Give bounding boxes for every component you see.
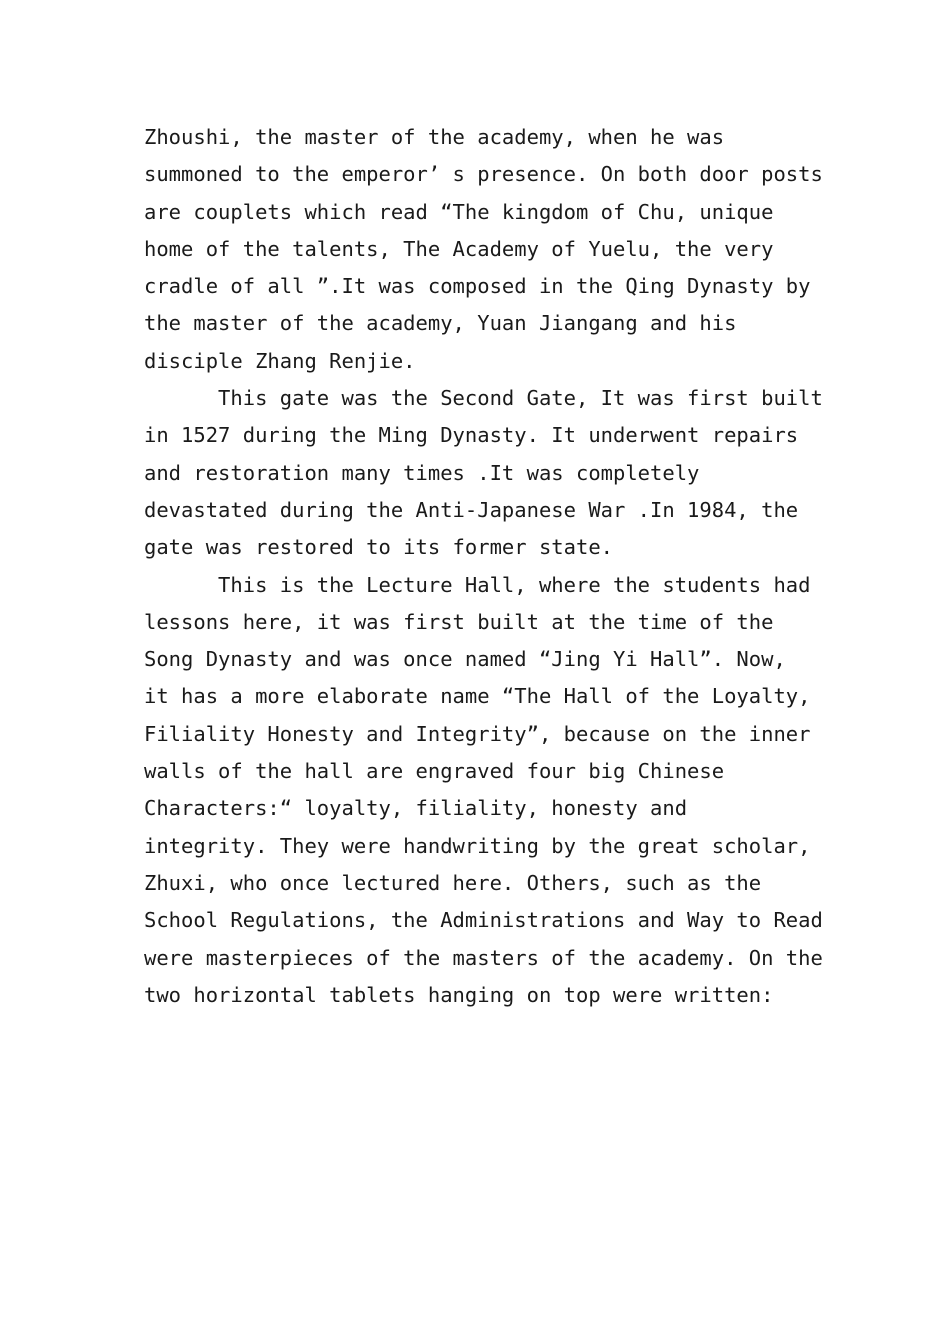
text-line: are couplets which read “The kingdom of Chu, unique (144, 199, 774, 224)
text-line: cradle of all ”.It was composed in the Qing Dynasty by (144, 274, 811, 299)
text-line: were masterpieces of the masters of the academy. On the (144, 945, 823, 970)
text-line: Song Dynasty and was once named “Jing Yi Hall”. Now, (144, 647, 786, 672)
text-line: Zhuxi, who once lectured here. Others, such as the (144, 870, 762, 895)
text-line: School Regulations, the Administrations and Way to Read (144, 908, 823, 933)
text-line: Characters:“ loyalty, filiality, honesty and (144, 796, 688, 821)
text-line: home of the talents, The Academy of Yuelu, the very (144, 236, 774, 261)
text-line: This is the Lecture Hall, where the students had (144, 572, 811, 597)
text-line: summoned to the emperor’ s presence. On both door posts (144, 162, 823, 187)
text-line: Filiality Honesty and Integrity”, because on the inner (144, 721, 811, 746)
text-line: gate was restored to its former state. (144, 535, 613, 560)
text-line: in 1527 during the Ming Dynasty. It underwent repairs (144, 423, 799, 448)
text-line: This gate was the Second Gate, It was first built (144, 386, 823, 411)
text-line: two horizontal tablets hanging on top were written: (144, 982, 774, 1007)
text-line: lessons here, it was first built at the time of the (144, 609, 774, 634)
text-line: walls of the hall are engraved four big Chinese (144, 759, 725, 784)
text-line: Zhoushi, the master of the academy, when he was (144, 125, 725, 149)
text-line: integrity. They were handwriting by the great scholar, (144, 833, 811, 858)
text-line: the master of the academy, Yuan Jiangang and his (144, 311, 737, 336)
text-line: disciple Zhang Renjie. (144, 348, 416, 373)
text-line: and restoration many times .It was completely (144, 460, 700, 485)
text-line: it has a more elaborate name “The Hall of the Loyalty, (144, 684, 811, 709)
body-text (144, 119, 824, 1014)
text-line: devastated during the Anti-Japanese War .In 1984, the (144, 497, 799, 522)
